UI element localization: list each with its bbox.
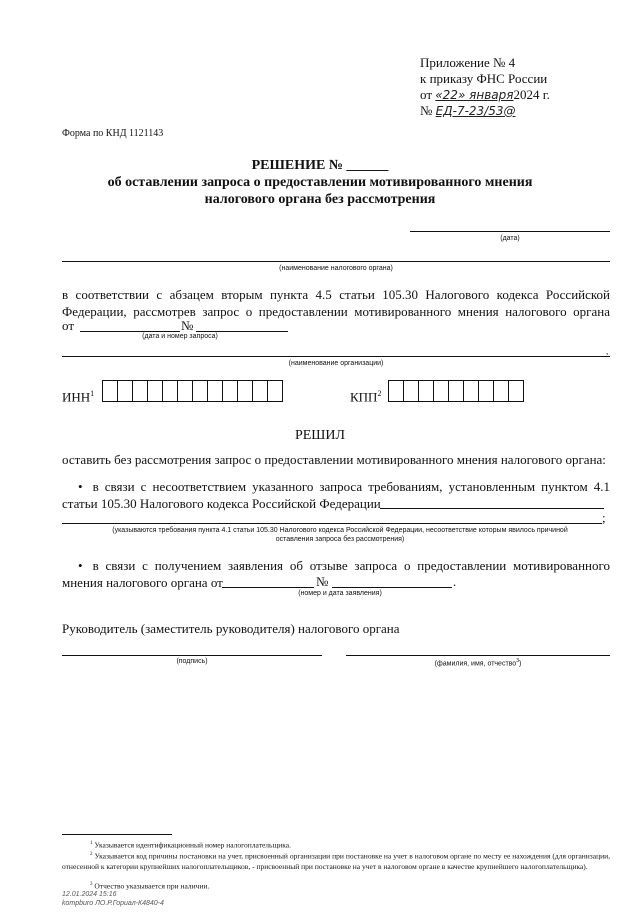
print-stamp: 12.01.2024 15:16 kompburo ЛО.Р.Гориал-К4840-4 bbox=[62, 891, 164, 907]
decided-heading: РЕШИЛ bbox=[294, 428, 346, 443]
appendix-line2: к приказу ФНС России bbox=[420, 71, 548, 86]
form-code: Форма по КНД 1121143 bbox=[62, 128, 164, 139]
footnote-3: $^3$ Отчество указывается при наличии. bbox=[90, 881, 210, 891]
statement-date-line bbox=[222, 587, 314, 588]
leave-text: оставить без рассмотрения запрос о предоставлении мотивированного мнения налогового органа: bbox=[62, 452, 606, 467]
signature-line bbox=[62, 655, 322, 656]
inn-label: ИНН$^1$ bbox=[62, 389, 95, 405]
appendix-block bbox=[420, 55, 550, 119]
bullet1-end-line bbox=[380, 508, 604, 509]
handwritten-date: «22» января bbox=[435, 88, 514, 102]
fio-line bbox=[346, 655, 610, 656]
inn-boxes[interactable] bbox=[102, 380, 282, 402]
footnote-2: $^2$ Указывается код причины постановки на учет, присвоенный организации при постановке на учет в налоговом органе по месту ее нахождения (для организации, отнесенной к категории крупнейших налогоплательщиков, - присвоенный при постановке на учет в налоговом органе в качестве крупнейшего налогоплательщика). bbox=[62, 851, 611, 871]
para1-line1: в соответствии с абзацем вторым пункта 4.5 статьи 105.30 Налогового кодекса Российской bbox=[62, 287, 610, 302]
tax-authority-caption: (наименование налогового органа) bbox=[279, 265, 393, 272]
organization-line bbox=[62, 356, 610, 357]
bullet-1: • в связи с несоответствием указанного запроса требованиям, установленным пунктом 4.1 статьи 105.30 Налогового кодекса Российской Федерации bbox=[62, 479, 610, 511]
para1-line2: Федерации, рассмотрев запрос о предоставлении мотивированного мнения налогового органа bbox=[62, 304, 610, 319]
appendix-date: от «22» января2024 г. bbox=[420, 87, 550, 102]
footnote-separator bbox=[62, 834, 172, 835]
title-heading: РЕШЕНИЕ № ______ bbox=[251, 158, 389, 173]
paragraph-1 bbox=[62, 286, 610, 320]
request-date-line bbox=[80, 331, 180, 332]
signature-caption: (подпись) bbox=[176, 658, 208, 665]
kpp-label: КПП$^2$ bbox=[350, 389, 382, 405]
requirements-line bbox=[62, 523, 602, 524]
statement-caption: (номер и дата заявления) bbox=[298, 590, 382, 597]
fio-caption: (фамилия, имя, отчество$^3$) bbox=[434, 658, 522, 668]
footnote-1: $^1$ Указывается идентификационный номер налогоплательщика. bbox=[90, 840, 291, 850]
bullet-2: • в связи с получением заявления об отзыве запроса о предоставлении мотивированного мнения налогового органа от bbox=[62, 558, 610, 590]
requirements-caption: (указываются требования пункта 4.1 статьи 105.30 Налогового кодекса Российской Федерации, несоответствие которым явилось причиной оставления запроса без рассмотрения) bbox=[112, 527, 568, 543]
appendix-number: № ЕД-7-23/53@ bbox=[420, 103, 516, 118]
tax-authority-line bbox=[62, 261, 610, 262]
date-line bbox=[410, 231, 610, 232]
title-sub1: об оставлении запроса о предоставлении мотивированного мнения bbox=[107, 175, 533, 190]
handwritten-number: ЕД-7-23/53@ bbox=[435, 104, 516, 118]
request-number-line bbox=[196, 331, 288, 332]
appendix-line1: Приложение № 4 bbox=[420, 55, 516, 70]
organization-caption: (наименование организации) bbox=[288, 360, 384, 367]
kpp-boxes[interactable] bbox=[388, 380, 523, 402]
head-label: Руководитель (заместитель руководителя) налогового органа bbox=[62, 621, 400, 636]
statement-number-line bbox=[332, 587, 452, 588]
document-title bbox=[0, 157, 640, 208]
title-sub2: налогового органа без рассмотрения bbox=[204, 192, 436, 207]
para1-from: от bbox=[62, 318, 75, 333]
date-caption: (дата) bbox=[500, 235, 520, 242]
bullet2-num: № bbox=[316, 574, 329, 589]
request-caption: (дата и номер запроса) bbox=[142, 333, 218, 340]
para1-num: № bbox=[181, 318, 194, 333]
